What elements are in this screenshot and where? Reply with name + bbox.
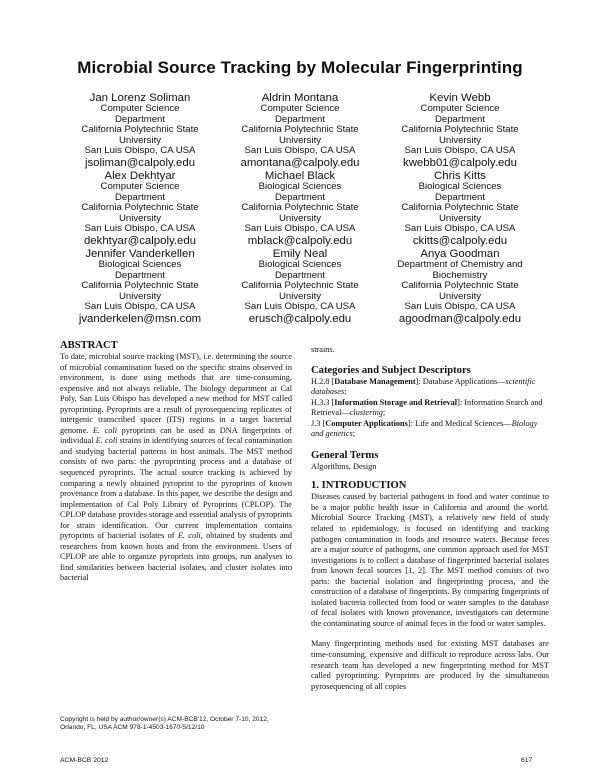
author-affiliation: University — [118, 290, 162, 302]
right-column — [311, 345, 549, 692]
author-name: Jan Lorenz Soliman — [89, 92, 191, 104]
species-name: E. coli — [92, 425, 118, 435]
author-name: Jennifer Vanderkellen — [85, 248, 195, 260]
author-affiliation: University — [118, 134, 162, 146]
author-6 — [380, 170, 540, 247]
author-name: Aldrin Montana — [261, 92, 339, 104]
abstract-sentence: To date, microbial source tracking (MST), i.e. determining the source of microbial contamination based on the specific strains observed in environment, is done using methods that are time-consuming, expensive and not always reliable. The biology department at Cal Poly, San Luis Obispo has developed a new method for MST called pyroprinting. Pyroprints are a result of pyrosequencing replicates of intergenic transcribed spacer (ITS) regions in a target bacterial genome. — [60, 352, 292, 435]
author-affiliation: University — [438, 134, 482, 146]
category-code: H.2.8 [ — [311, 376, 335, 386]
author-affiliation: California Polytechnic State — [241, 124, 359, 136]
category-subject: scientific databases — [311, 376, 536, 397]
author-affiliation: Computer Science — [100, 181, 180, 192]
introduction-paragraph: Diseases caused by bacterial pathogens in food and water continue to be a major public health issue in California and around the world. Microbial Source Tracking (MST), a relatively new field of study related to epidemiology, is focused on identifying and tracking pathogen contamination in foods and resource waters. Because feces are a major source of pathogens, one common approach used for MST investigations is to collect a database of fingerprinted bacterial isolates from known fecal sources [1, 2]. The MST method consists of two parts: the bacterial isolation and fingerprinting process, and the construction of a database of fingerprints. By comparing fingerprints of isolated bacteria collected from food or water samples to the database of fecal isolates with known provenance, investigators can determine the contaminating source of animal feces in the food or water samples. — [311, 492, 549, 628]
author-email: amontana@calpoly.edu — [240, 156, 360, 169]
category-code: J.3 [ — [311, 418, 326, 428]
footer-venue: ACM-BCB 2012 — [60, 757, 109, 764]
abstract-sentence: pyroprints can be used as DNA fingerprints of individual — [60, 425, 292, 446]
copyright-notice: Copyright is held by author/owner(s) ACM-BCB'12, October 7-10, 2012, Orlando, FL, USA ACM 978-1-4503-1670-5/12/10 — [60, 716, 269, 732]
abstract-sentence: strains in identifying sources of fecal contamination and studying bacterial patterns in host animals. The MST method consists of two parts: the pyroprinting process and a database of sequenced pyroprints. The actual source tracking is achieved by comparing a newly obtained pyroprint to the pyroprints of known provenance from a database. In this paper, we describe the design and implementation of Cal Poly Library of Pyroprints (CPLOP). The CPLOP database provides storage and essential analysis of pyroprints for strain identification. Our current implementation contains pyroprints of bacterial isolates of — [60, 436, 292, 541]
category-code: H.3.3 [ — [311, 397, 335, 407]
abstract-sentence: , obtained by students and researchers from known hosts and from the environment. Users of CPLOP are able to organize pyroprints into groups, run analyses to find similarities between bacterial isolates, and cluster isolates into bacterial — [60, 531, 292, 583]
author-email: ckitts@calpoly.edu — [412, 234, 508, 247]
introduction-heading: 1. INTRODUCTION — [311, 480, 407, 492]
author-email: dekhtyar@calpoly.edu — [83, 234, 197, 247]
author-1 — [60, 92, 220, 169]
author-affiliation: Department — [114, 269, 166, 281]
author-name: Chris Kitts — [434, 170, 486, 182]
category-item — [311, 377, 549, 398]
author-affiliation: Biological Sciences — [418, 181, 502, 192]
category-name: Information Storage and Retrieval — [334, 397, 458, 407]
author-affiliation: University — [278, 290, 322, 302]
author-email: erusch@calpoly.edu — [248, 312, 352, 325]
author-affiliation: Department — [434, 113, 486, 125]
author-affiliation: California Polytechnic State — [81, 280, 199, 292]
species-name: E. coli — [95, 436, 118, 446]
author-affiliation: Computer Science — [420, 103, 500, 114]
author-affiliation: Biochemistry — [432, 269, 488, 281]
author-affiliation: San Luis Obispo, CA USA — [404, 145, 516, 157]
author-8 — [220, 248, 380, 325]
author-affiliation: San Luis Obispo, CA USA — [84, 223, 196, 235]
author-7 — [60, 248, 220, 325]
species-name: E. coli — [177, 531, 201, 541]
abstract-text — [60, 352, 292, 584]
author-name: Anya Goodman — [420, 248, 500, 260]
author-affiliation: San Luis Obispo, CA USA — [244, 301, 356, 313]
abstract-heading: ABSTRACT — [60, 340, 118, 351]
author-affiliation: Biological Sciences — [98, 259, 182, 270]
author-affiliation: San Luis Obispo, CA USA — [84, 145, 196, 157]
category-subject: Biology and genetics — [311, 418, 538, 439]
category-end: ; — [352, 429, 356, 439]
author-name: Emily Neal — [272, 248, 328, 260]
author-affiliation: San Luis Obispo, CA USA — [244, 145, 356, 157]
author-affiliation: California Polytechnic State — [241, 202, 359, 214]
author-affiliation: California Polytechnic State — [401, 280, 519, 292]
author-affiliation: Department — [274, 269, 326, 281]
author-affiliation: Biological Sciences — [258, 181, 342, 192]
left-column — [60, 340, 292, 584]
author-affiliation: California Polytechnic State — [401, 124, 519, 136]
author-affiliation: Department — [274, 191, 326, 203]
author-affiliation: San Luis Obispo, CA USA — [244, 223, 356, 235]
category-name: Database Management — [334, 376, 416, 386]
author-affiliation: University — [438, 290, 482, 302]
author-email: mblack@calpoly.edu — [247, 234, 353, 247]
author-affiliation: San Luis Obispo, CA USA — [84, 301, 196, 313]
page-number: 617 — [521, 757, 533, 764]
author-email: jvanderkelen@msn.com — [78, 312, 202, 325]
category-end: ; — [344, 387, 347, 397]
author-affiliation: California Polytechnic State — [81, 202, 199, 214]
author-affiliation: University — [118, 212, 162, 224]
author-2 — [220, 92, 380, 169]
author-name: Kevin Webb — [429, 92, 491, 104]
category-desc: ]: Information Search and Retrieval— — [311, 397, 543, 418]
author-affiliation: California Polytechnic State — [241, 280, 359, 292]
author-affiliation: University — [438, 212, 482, 224]
author-email: jsoliman@calpoly.edu — [84, 156, 196, 169]
author-affiliation: Department — [274, 113, 326, 125]
author-affiliation: Biological Sciences — [258, 259, 342, 270]
author-affiliation: San Luis Obispo, CA USA — [404, 301, 516, 313]
author-affiliation: California Polytechnic State — [401, 202, 519, 214]
author-4 — [60, 170, 220, 247]
author-email: agoodman@calpoly.edu — [398, 312, 522, 325]
introduction-paragraph: Many fingerprinting methods used for existing MST databases are time-consuming, expensive and difficult to reproduce across labs. Our research team has developed a new fingerprinting method for MST called pyroprinting. Pyroprints are produced by the simultaneous pyrosequencing of all copies — [311, 639, 549, 691]
category-desc: ]: Life and Medical Sciences— — [407, 418, 512, 428]
general-terms-text: Algorithms, Design — [311, 461, 377, 471]
paper-title: Microbial Source Tracking by Molecular Fingerprinting — [77, 58, 523, 77]
author-9 — [380, 248, 540, 325]
author-name: Alex Dekhtyar — [104, 170, 176, 182]
author-affiliation: San Luis Obispo, CA USA — [404, 223, 516, 235]
author-affiliation: Department of Chemistry and — [397, 259, 523, 270]
abstract-continuation: strains. — [311, 345, 335, 354]
author-name: Michael Black — [264, 170, 336, 182]
category-name: Computer Applications — [325, 418, 408, 428]
categories-heading: Categories and Subject Descriptors — [311, 364, 471, 376]
category-end: ; — [382, 408, 386, 418]
author-affiliation: Computer Science — [100, 103, 180, 114]
author-affiliation: Department — [434, 191, 486, 203]
category-subject: clustering — [349, 408, 383, 418]
author-email: kwebb01@calpoly.edu — [403, 156, 517, 169]
author-3 — [380, 92, 540, 169]
author-affiliation: Computer Science — [260, 103, 340, 114]
author-affiliation: University — [278, 134, 322, 146]
author-5 — [220, 170, 380, 247]
author-affiliation: Department — [114, 191, 166, 203]
author-affiliation: Department — [114, 113, 166, 125]
general-terms-heading: General Terms — [311, 449, 379, 461]
category-item — [311, 419, 549, 440]
author-affiliation: California Polytechnic State — [81, 124, 199, 136]
category-desc: ]: Database Applications— — [415, 376, 506, 386]
category-item — [311, 398, 549, 419]
author-affiliation: University — [278, 212, 322, 224]
